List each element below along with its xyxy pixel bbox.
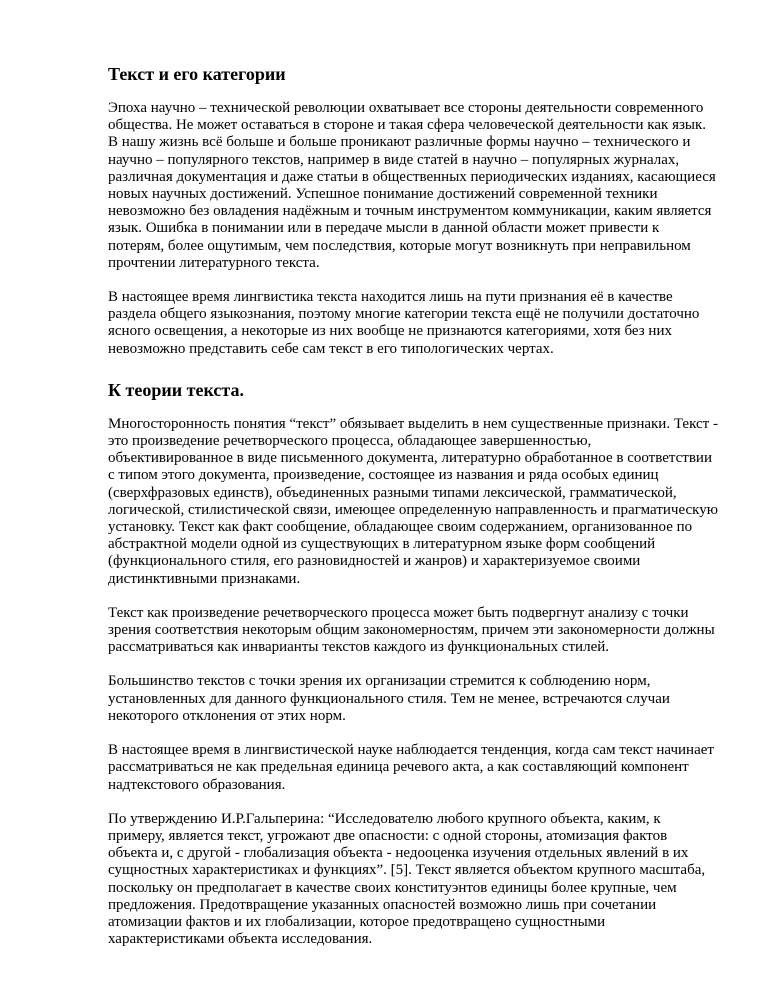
paragraph-5: Большинство текстов с точки зрения их организации стремится к соблюдению норм, установленных для данного функционального стиля. Тем не менее, встречаются случаи некоторого отклонения от этих норм.: [108, 673, 670, 724]
paragraph-7: По утверждению И.Р.Гальперина: “Исследователю любого крупного объекта, каким, к примеру, является текст, угрожают две опасности: с одной стороны, атомизация фактов объекта и, с другой - глобализация объекта - недооценка изучения отдельных явлений в их сущностных характеристиках и функциях”. [5]. Текст является объектом крупного масштаба, поскольку он предполагает в качестве своих конституэнтов единицы более крупные, чем предложения. Предотвращение указанных опасностей возможно лишь при сочетании атомизации фактов и их глобализации, которое предотвращено сущностными характеристиками объекта исследования.: [108, 810, 706, 948]
section-heading-text-categories: Текст и его категории: [108, 64, 286, 84]
paragraph-4: Текст как произведение речетворческого процесса может быть подвергнут анализу с точки зрения соответствия некоторым общим закономерностям, причем эти закономерности должны рассматриваться как инварианты текстов каждого из функциональных стилей.: [108, 604, 715, 656]
paragraph-3: Многосторонность понятия “текст” обязывает выделить в нем существенные признаки. Текст - это произведение речетворческого процесса, обладающее завершенностью, объективированное в виде письменного документа, литературно обработанное в соответствии с типом этого документа, произведение, состоящее из названия и ряда особых единиц (сверхфразовых единств), объединенных разными типами лексической, грамматической, логической, стилистической связи, имеющее определенную направленность и прагматическую установку. Текст как факт сообщение, обладающее своим содержанием, организованное по абстрактной модели одной из существующих в литературном языке форм сообщений (функционального стиля, его разновидностей и жанров) и характеризуемое своими дистинктивными признаками.: [108, 415, 718, 587]
paragraph-6: В настоящее время в лингвистической науке наблюдается тенденция, когда сам текст начинает рассматриваться не как предельная единица речевого акта, а как составляющий компонент надтекстового образования.: [108, 742, 714, 793]
document-page: [108, 62, 718, 965]
paragraph-2: В настоящее время лингвистика текста находится лишь на пути признания её в качестве раздела общего языкознания, поэтому многие категории текста ещё не получили достаточно ясного освещения, а некоторые из них вообще не признаются категориями, хотя без них невозможно представить себе сам текст в его типологических чертах.: [108, 289, 700, 357]
paragraph-1: Эпоха научно – технической революции охватывает все стороны деятельности современного общества. Не может оставаться в стороне и такая сфера человеческой деятельности как язык. В нашу жизнь всё больше и больше проникают различные формы научно – технического и научно – популярного текстов, например в виде статей в научно – популярных журналах, различная документация и даже статьи в общественных периодических изданиях, касающиеся новых научных достижений. Успешное понимание достижений современной техники невозможно без овладения надёжным и точным инструментом коммуникации, каким является язык. Ошибка в понимании или в передаче мысли в данной области может привести к потерям, более ощутимым, чем последствия, которые могут возникнуть при неправильном прочтении литературного текста.: [108, 100, 716, 271]
section-heading-text-theory: К теории текста.: [108, 379, 244, 400]
